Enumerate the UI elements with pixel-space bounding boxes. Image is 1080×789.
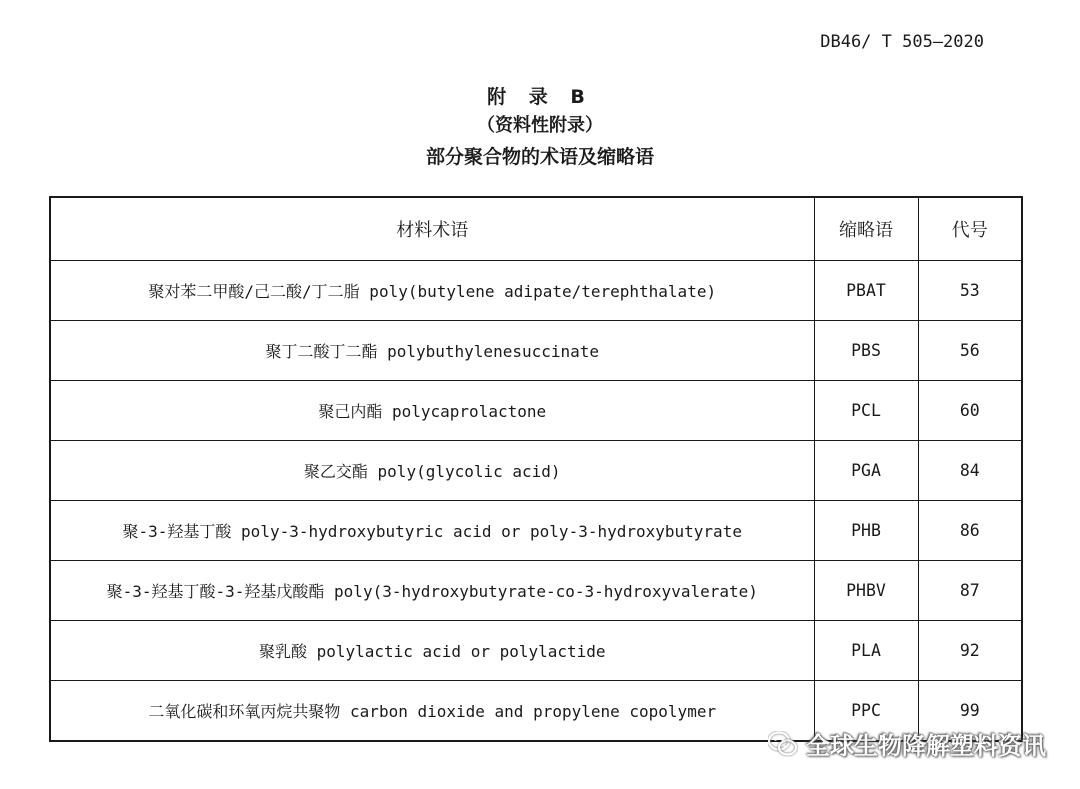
abbr-cell: PHB — [814, 501, 918, 561]
term-cell: 聚乙交酯 poly(glycolic acid) — [50, 441, 814, 501]
document-code: DB46/ T 505—2020 — [820, 32, 984, 52]
terms-table — [49, 196, 1023, 742]
table-row — [50, 321, 1022, 381]
code-cell: 84 — [918, 441, 1022, 501]
term-cell: 二氧化碳和环氧丙烷共聚物 carbon dioxide and propylene copolymer — [50, 681, 814, 742]
column-header-abbr: 缩略语 — [814, 197, 918, 261]
abbr-cell: PPC — [814, 681, 918, 742]
abbr-cell: PGA — [814, 441, 918, 501]
term-cell: 聚乳酸 polylactic acid or polylactide — [50, 621, 814, 681]
table-row — [50, 261, 1022, 321]
code-cell: 60 — [918, 381, 1022, 441]
term-cell: 聚对苯二甲酸/己二酸/丁二脂 poly(butylene adipate/terephthalate) — [50, 261, 814, 321]
column-header-term: 材料术语 — [50, 197, 814, 261]
code-cell: 92 — [918, 621, 1022, 681]
abbr-cell: PHBV — [814, 561, 918, 621]
code-cell: 56 — [918, 321, 1022, 381]
code-cell: 86 — [918, 501, 1022, 561]
column-header-code: 代号 — [918, 197, 1022, 261]
watermark-text: 全球生物降解塑料资讯 — [806, 732, 1046, 760]
table-row — [50, 441, 1022, 501]
term-cell: 聚丁二酸丁二酯 polybuthylenesuccinate — [50, 321, 814, 381]
term-cell: 聚-3-羟基丁酸-3-羟基戊酸酯 poly(3-hydroxybutyrate-co-3-hydroxyvalerate) — [50, 561, 814, 621]
abbr-cell: PBS — [814, 321, 918, 381]
term-cell: 聚己内酯 polycaprolactone — [50, 381, 814, 441]
abbr-cell: PBAT — [814, 261, 918, 321]
table-row — [50, 381, 1022, 441]
annex-type: （资料性附录） — [477, 115, 603, 136]
table-row — [50, 501, 1022, 561]
code-cell: 99 — [918, 681, 1022, 742]
table-header-row — [50, 197, 1022, 261]
abbr-cell: PCL — [814, 381, 918, 441]
term-cell: 聚-3-羟基丁酸 poly-3-hydroxybutyric acid or poly-3-hydroxybutyrate — [50, 501, 814, 561]
code-cell: 87 — [918, 561, 1022, 621]
table-row — [50, 621, 1022, 681]
page-title: 部分聚合物的术语及缩略语 — [425, 146, 654, 168]
code-cell: 53 — [918, 261, 1022, 321]
wechat-icon — [768, 731, 798, 757]
abbr-cell: PLA — [814, 621, 918, 681]
annex-label: 附 录 B — [487, 86, 593, 108]
table-row — [50, 561, 1022, 621]
watermark — [768, 726, 1046, 761]
